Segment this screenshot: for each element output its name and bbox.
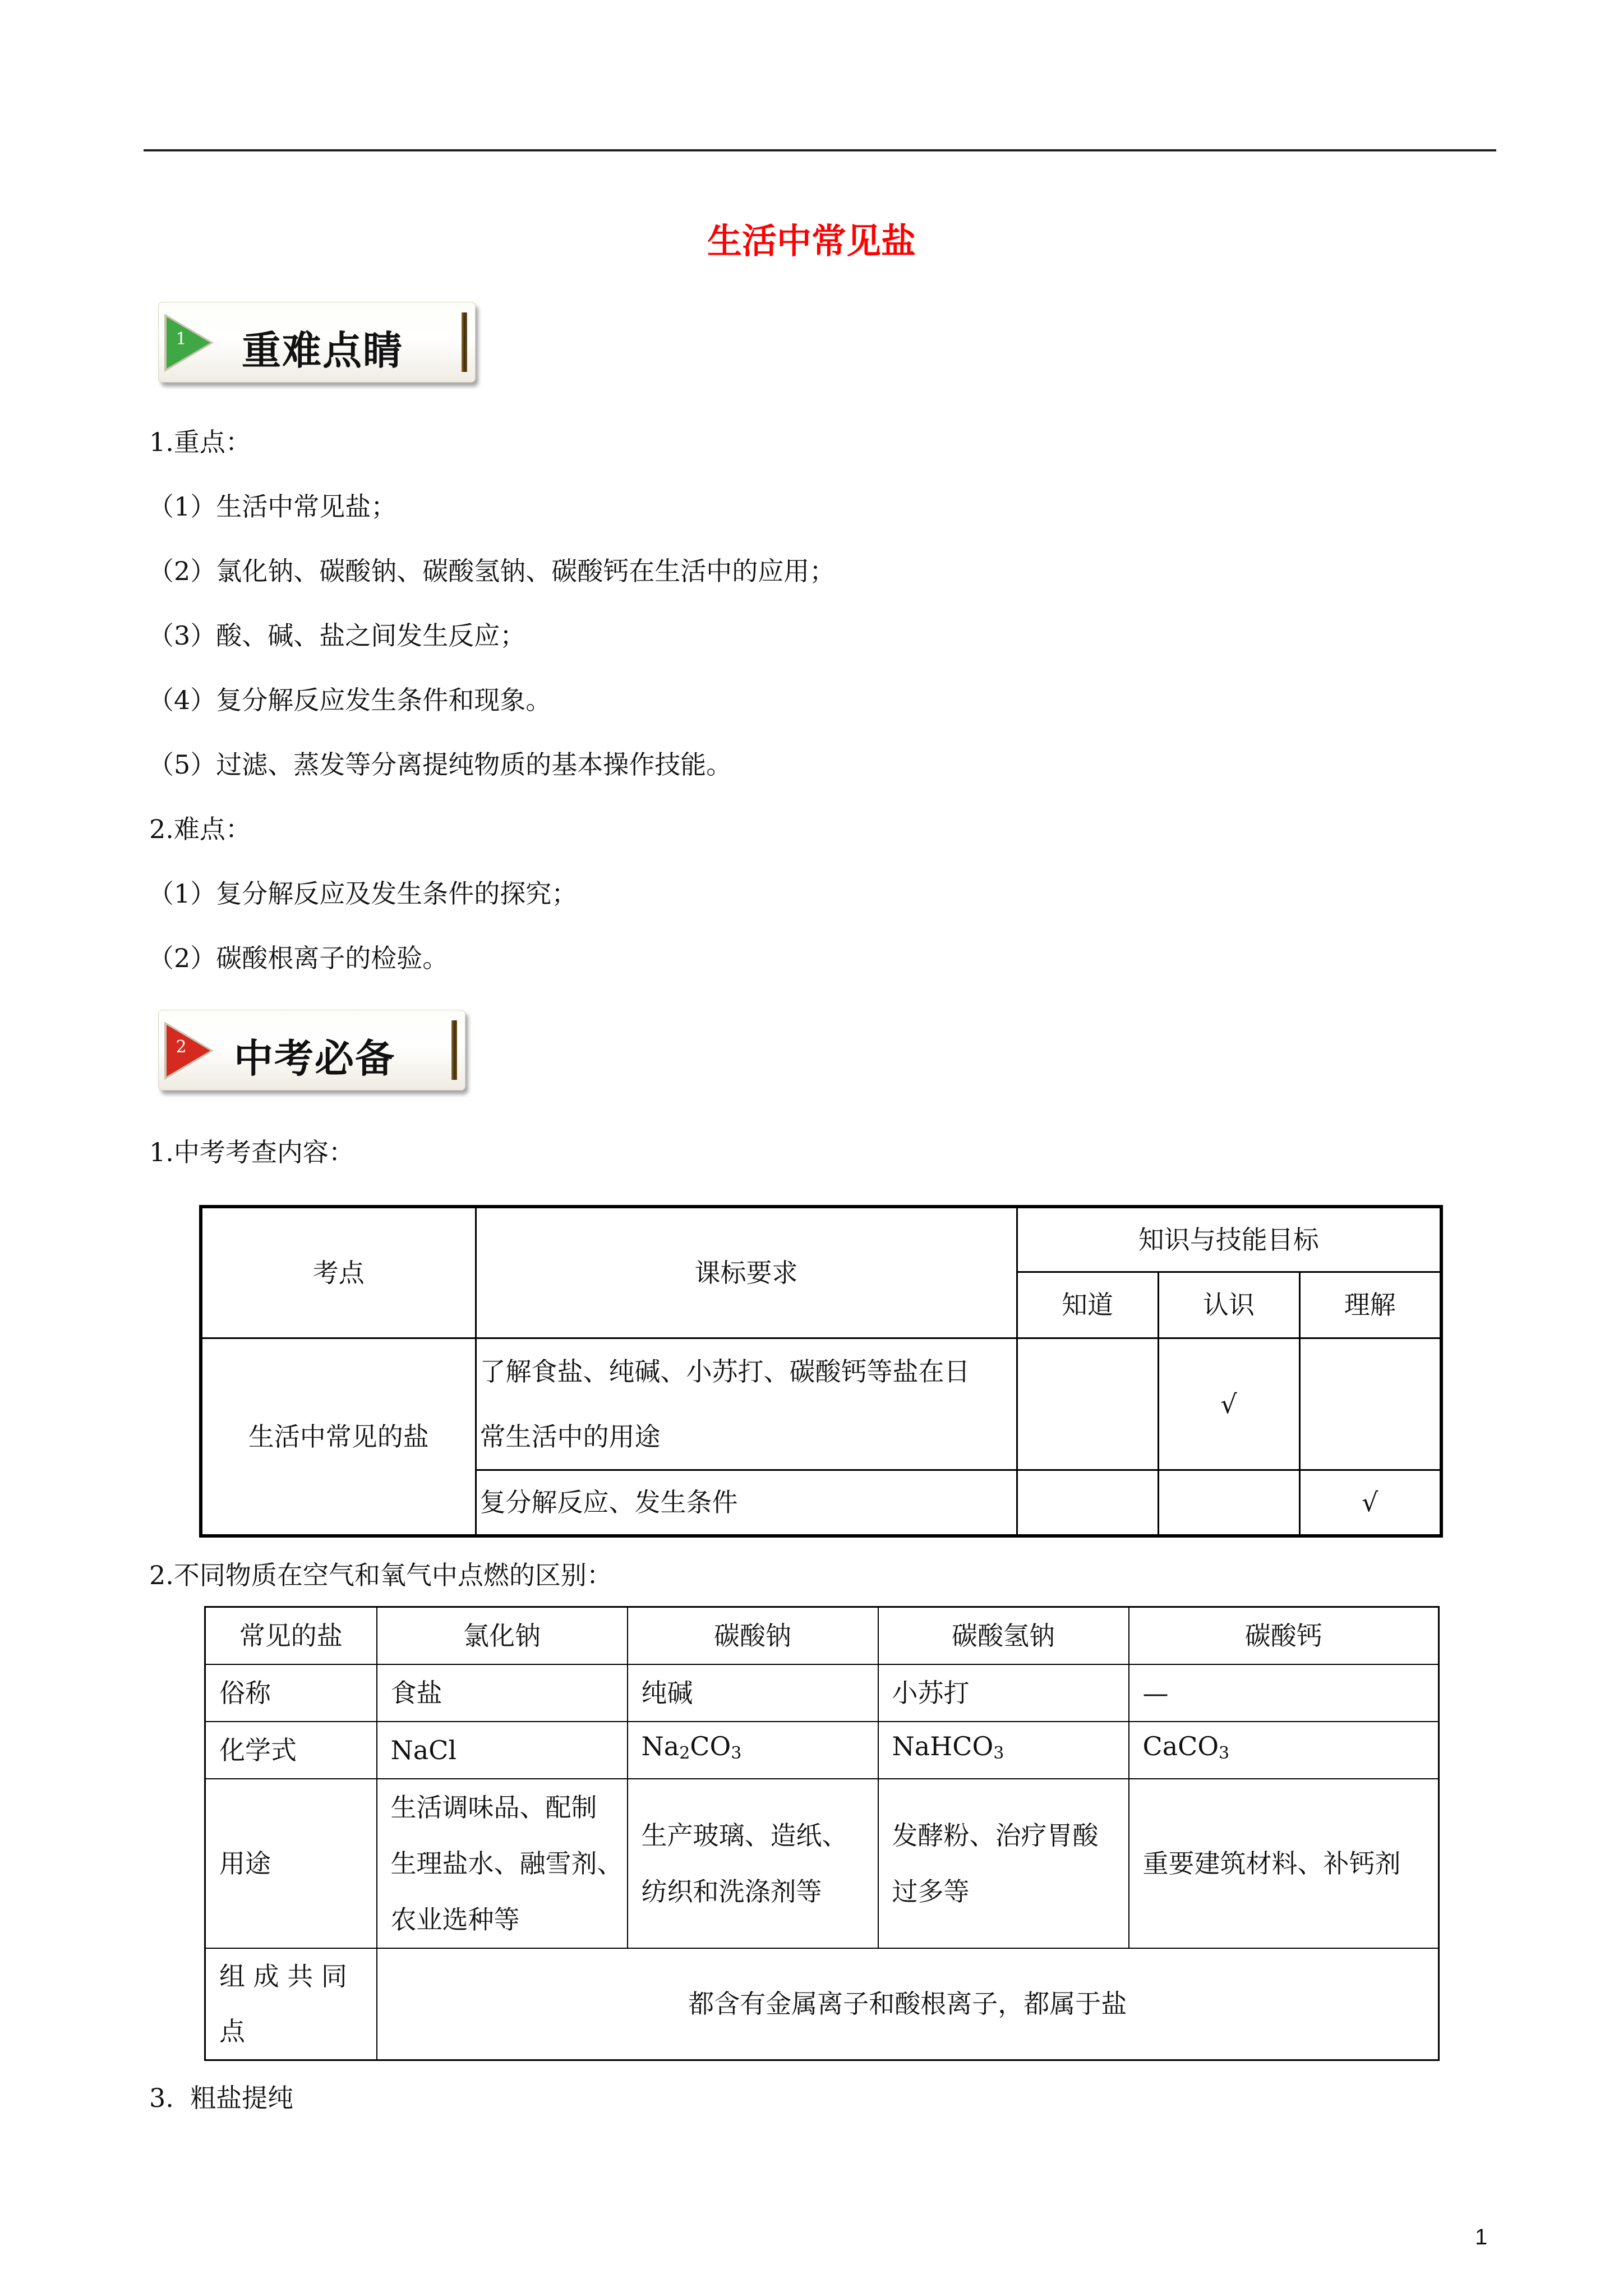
banner-end-bar [451,1020,457,1080]
cell-use-nahco3 [878,1779,1129,1948]
use-line: 农业选种等 [390,1904,520,1935]
difficult-points-label: 2.难点： [149,814,251,844]
use-line: 生活调味品、配制 [390,1792,597,1823]
use-line: 生产玻璃、造纸、 [641,1820,848,1851]
formula-part: CaCO [1142,1731,1219,1761]
header-nacl: 氯化钠 [377,1607,628,1664]
header-nahco3: 碳酸氢钠 [878,1607,1129,1664]
use-line: 纺织和洗涤剂等 [641,1876,822,1907]
common-salts-table [204,1606,1440,2061]
requirement-2: 复分解反应、发生条件 [476,1470,1017,1536]
requirement-1 [476,1338,1017,1470]
cell-use-caco3: 重要建筑材料、补钙剂 [1129,1779,1439,1948]
formula-part: NaHCO [892,1731,994,1761]
requirement-1-line: 了解食盐、纯碱、小苏打、碳酸钙等盐在日 [479,1356,970,1387]
row-label-use: 用途 [205,1779,377,1948]
header-understand: 理解 [1299,1272,1441,1338]
label-line: 点 [219,2016,245,2047]
req2-know-cell [1017,1470,1158,1536]
cell-common-name: — [1129,1664,1439,1722]
use-line: 过多等 [892,1876,970,1907]
req1-understand-cell [1299,1338,1441,1470]
formula-subscript: 2 [679,1743,690,1763]
req1-recognize-check: √ [1158,1338,1299,1470]
section-heading: 中考必备 [234,1036,395,1082]
exam-content-label: 1.中考考查内容： [149,1137,354,1167]
use-line: 生理盐水、融雪剂、 [390,1848,623,1879]
key-point-item: （4）复分解反应发生条件和现象。 [148,685,552,715]
formula-part: CO [690,1731,731,1761]
cell-common-name: 纯碱 [628,1664,878,1722]
cell-common-name: 小苏打 [878,1664,1129,1722]
use-line: 发酵粉、治疗胃酸 [892,1820,1099,1851]
difficult-point-item: （2）碳酸根离子的检验。 [148,943,449,973]
difficult-point-item: （1）复分解反应及发生条件的探究； [148,878,578,909]
cell-use-nacl [377,1779,628,1948]
exam-requirements-table [199,1205,1443,1538]
page-number: 1 [1475,2225,1488,2249]
header-exam-point: 考点 [201,1207,476,1338]
section-banner-2 [158,1010,465,1091]
row-label-common-name: 俗称 [205,1664,377,1722]
req2-understand-check: √ [1299,1470,1441,1536]
header-na2co3: 碳酸钠 [628,1607,878,1664]
req2-recognize-cell [1158,1470,1299,1536]
req1-know-cell [1017,1338,1158,1470]
section-banner-1 [158,302,476,383]
header-rule [144,149,1496,151]
banner-end-bar [462,312,467,372]
formula-subscript: 3 [993,1743,1004,1763]
section-number: 2 [176,1037,187,1057]
cell-common-composition: 都含有金属离子和酸根离子，都属于盐 [377,1948,1439,2060]
section-3-label: 3. 粗盐提纯 [149,2083,294,2113]
row-label-formula: 化学式 [205,1722,377,1779]
cell-formula-caco3 [1129,1722,1439,1779]
cell-formula-nacl: NaCl [377,1722,628,1779]
header-caco3: 碳酸钙 [1129,1607,1439,1664]
label-line: 组 成 共 同 [219,1961,347,1992]
header-know: 知道 [1017,1272,1158,1338]
header-recognize: 认识 [1158,1272,1299,1338]
cell-common-name: 食盐 [377,1664,628,1722]
key-points-label: 1.重点： [149,427,251,457]
header-common-salt: 常见的盐 [205,1607,377,1664]
section-heading: 重难点睛 [242,328,403,374]
cell-use-na2co3 [628,1779,878,1948]
section-number: 1 [176,329,187,349]
requirement-1-line: 常生活中的用途 [479,1421,661,1452]
page-title: 生活中常见盐 [707,220,916,261]
compare-label: 2.不同物质在空气和氧气中点燃的区别： [149,1560,612,1590]
key-point-item: （5）过滤、蒸发等分离提纯物质的基本操作技能。 [148,749,732,780]
header-knowledge-goal: 知识与技能目标 [1017,1207,1441,1272]
row-label-common-composition [205,1948,377,2060]
key-point-item: （1）生活中常见盐； [148,491,397,522]
formula-part: Na [641,1731,680,1761]
cell-formula-na2co3 [628,1722,878,1779]
topic-cell: 生活中常见的盐 [201,1338,476,1536]
formula-subscript: 3 [1219,1743,1230,1763]
key-point-item: （3）酸、碱、盐之间发生反应； [148,620,526,651]
header-curriculum-requirement: 课标要求 [476,1207,1017,1338]
formula-subscript: 3 [731,1743,742,1763]
key-point-item: （2）氯化钠、碳酸钠、碳酸氢钠、碳酸钙在生活中的应用； [148,556,836,586]
cell-formula-nahco3 [878,1722,1129,1779]
